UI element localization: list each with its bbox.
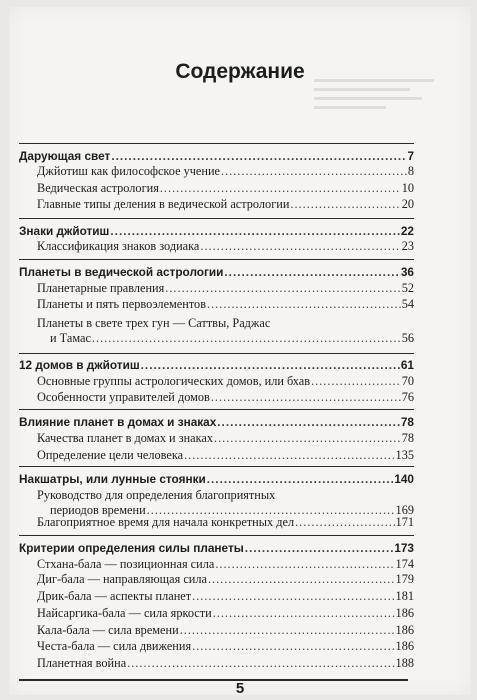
dot-leader (245, 541, 394, 556)
toc-entry-title: Кала-бала — сила времени (37, 623, 179, 637)
section-rule (19, 218, 414, 219)
toc-page-number: 23 (401, 239, 414, 253)
toc-entry[interactable] (37, 181, 414, 196)
section-rule (19, 353, 414, 354)
toc-entry-title: Планетная война (37, 656, 127, 670)
toc-entry-title: Планетарные правления (37, 281, 165, 295)
toc-entry[interactable] (37, 197, 414, 212)
toc-section-heading[interactable] (19, 415, 414, 430)
dot-leader (141, 358, 400, 373)
dot-leader (290, 197, 400, 212)
toc-page-number: 54 (401, 297, 414, 311)
page-number: 5 (235, 680, 245, 697)
toc-page-number: 36 (400, 265, 414, 279)
dot-leader (224, 265, 399, 280)
toc-section-heading[interactable] (19, 149, 414, 164)
toc-page-number: 56 (401, 331, 414, 345)
toc-page-number: 188 (395, 656, 414, 670)
toc-entry[interactable] (37, 281, 414, 296)
toc-page-number: 10 (401, 181, 414, 195)
toc-entry[interactable] (37, 431, 414, 446)
toc-entry-title: Честа-бала — сила движения (37, 639, 192, 653)
toc-entry-title: Дрик-бала — аспекты планет (37, 589, 192, 603)
toc-entry[interactable] (37, 239, 414, 254)
toc-entry[interactable] (37, 589, 414, 604)
toc-page-number: 76 (401, 390, 414, 404)
toc-entry-title: Руководство для определения благоприятных (37, 488, 276, 502)
toc-heading-title: Знаки джйотиш (19, 224, 110, 238)
toc-entry-title: Классификация знаков зодиака (37, 239, 200, 253)
toc-page-number: 186 (395, 606, 414, 620)
section-rule (19, 259, 414, 260)
toc-entry-title: периодов времени (50, 503, 146, 517)
page-title: Содержание (175, 60, 305, 83)
dot-leader (208, 572, 395, 587)
toc-entry[interactable] (37, 297, 414, 312)
toc-entry-title: Планеты и пять первоэлементов (37, 297, 207, 311)
toc-entry[interactable] (37, 448, 414, 463)
toc-entry[interactable] (37, 164, 414, 179)
dot-leader (110, 224, 399, 239)
toc-entry-title: Диг-бала — направляющая сила (37, 572, 207, 586)
dot-leader (214, 431, 401, 446)
dot-leader (127, 656, 394, 671)
section-rule (19, 143, 414, 144)
toc-entry[interactable] (37, 515, 414, 530)
dot-leader (192, 589, 394, 604)
toc-page-number: 181 (395, 589, 414, 603)
toc-entry-title: Определение цели человека (37, 448, 184, 462)
toc-page-number: 22 (400, 224, 414, 238)
dot-leader (207, 472, 394, 487)
toc-entry-title: Ведическая астрология (37, 181, 159, 195)
dot-leader (180, 623, 395, 638)
toc-page-number: 7 (407, 149, 414, 163)
toc-page-number: 78 (400, 415, 414, 429)
toc-entry-title: Основные группы астрологических домов, или бхав (37, 374, 311, 388)
book-page (9, 7, 471, 695)
toc-entry-title: и Тамас (50, 331, 91, 345)
toc-page-number: 173 (394, 541, 414, 555)
toc-entry-title: Качества планет в домах и знаках (37, 431, 213, 445)
dot-leader (311, 374, 401, 389)
toc-page-number: 135 (395, 448, 414, 462)
dot-leader (111, 149, 406, 164)
toc-heading-title: Критерии определения силы планеты (19, 541, 244, 555)
toc-page-number: 70 (401, 374, 414, 388)
dot-leader (192, 639, 394, 654)
table-of-contents (9, 7, 471, 695)
toc-entry[interactable] (37, 374, 414, 389)
toc-entry[interactable] (37, 606, 414, 621)
toc-entry-title: Главные типы деления в ведической астрологии (37, 197, 290, 211)
dot-leader (211, 390, 401, 405)
toc-entry[interactable] (37, 639, 414, 654)
toc-entry[interactable] (37, 557, 414, 572)
toc-heading-title: Планеты в ведической астрологии (19, 265, 224, 279)
toc-section-heading[interactable] (19, 358, 414, 373)
toc-entry-title: Благоприятное время для начала конкретных дел (37, 515, 295, 529)
toc-section-heading[interactable] (19, 224, 414, 239)
toc-page-number: 20 (401, 197, 414, 211)
dot-leader (217, 415, 400, 430)
toc-page-number: 179 (395, 572, 414, 586)
dot-leader (215, 557, 394, 572)
toc-page-number: 140 (394, 472, 414, 486)
toc-section-heading[interactable] (19, 541, 414, 556)
section-rule (19, 466, 414, 467)
toc-page-number: 171 (395, 515, 414, 529)
toc-page-number: 174 (395, 557, 414, 571)
toc-page-number: 169 (395, 503, 414, 517)
toc-section-heading[interactable] (19, 472, 414, 487)
dot-leader (200, 239, 400, 254)
toc-entry[interactable] (37, 623, 414, 638)
toc-entry[interactable] (37, 390, 414, 405)
dot-leader (221, 164, 407, 179)
toc-page-number: 186 (395, 623, 414, 637)
toc-page-number: 52 (401, 281, 414, 295)
toc-heading-title: Накшатры, или лунные стоянки (19, 472, 206, 486)
toc-heading-title: Влияние планет в домах и знаках (19, 415, 217, 429)
toc-page-number: 78 (401, 431, 414, 445)
toc-heading-title: Дарующая свет (19, 149, 111, 163)
dot-leader (160, 181, 401, 196)
section-rule (19, 409, 414, 410)
dot-leader (165, 281, 400, 296)
toc-entry[interactable] (37, 572, 414, 587)
toc-entry-title: Джйотиш как философское учение (37, 164, 221, 178)
dot-leader (92, 331, 401, 346)
toc-entry-title: Особенности управителей домов (37, 390, 210, 404)
toc-entry-title: Стхана-бала — позиционная сила (37, 557, 215, 571)
dot-leader (213, 606, 395, 621)
toc-page-number: 8 (407, 164, 414, 178)
toc-page-number: 61 (400, 358, 414, 372)
toc-section-heading[interactable] (19, 265, 414, 280)
toc-entry-title: Найсаргика-бала — сила яркости (37, 606, 212, 620)
section-rule (19, 535, 414, 536)
toc-page-number: 186 (395, 639, 414, 653)
toc-heading-title: 12 домов в джйотиш (19, 358, 140, 372)
toc-entry-title: Планеты в свете трех гун — Саттвы, Раджас (37, 316, 271, 330)
toc-entry[interactable] (37, 656, 414, 671)
dot-leader (207, 297, 401, 312)
dot-leader (184, 448, 394, 463)
dot-leader (295, 515, 394, 530)
toc-entry[interactable] (50, 331, 414, 346)
